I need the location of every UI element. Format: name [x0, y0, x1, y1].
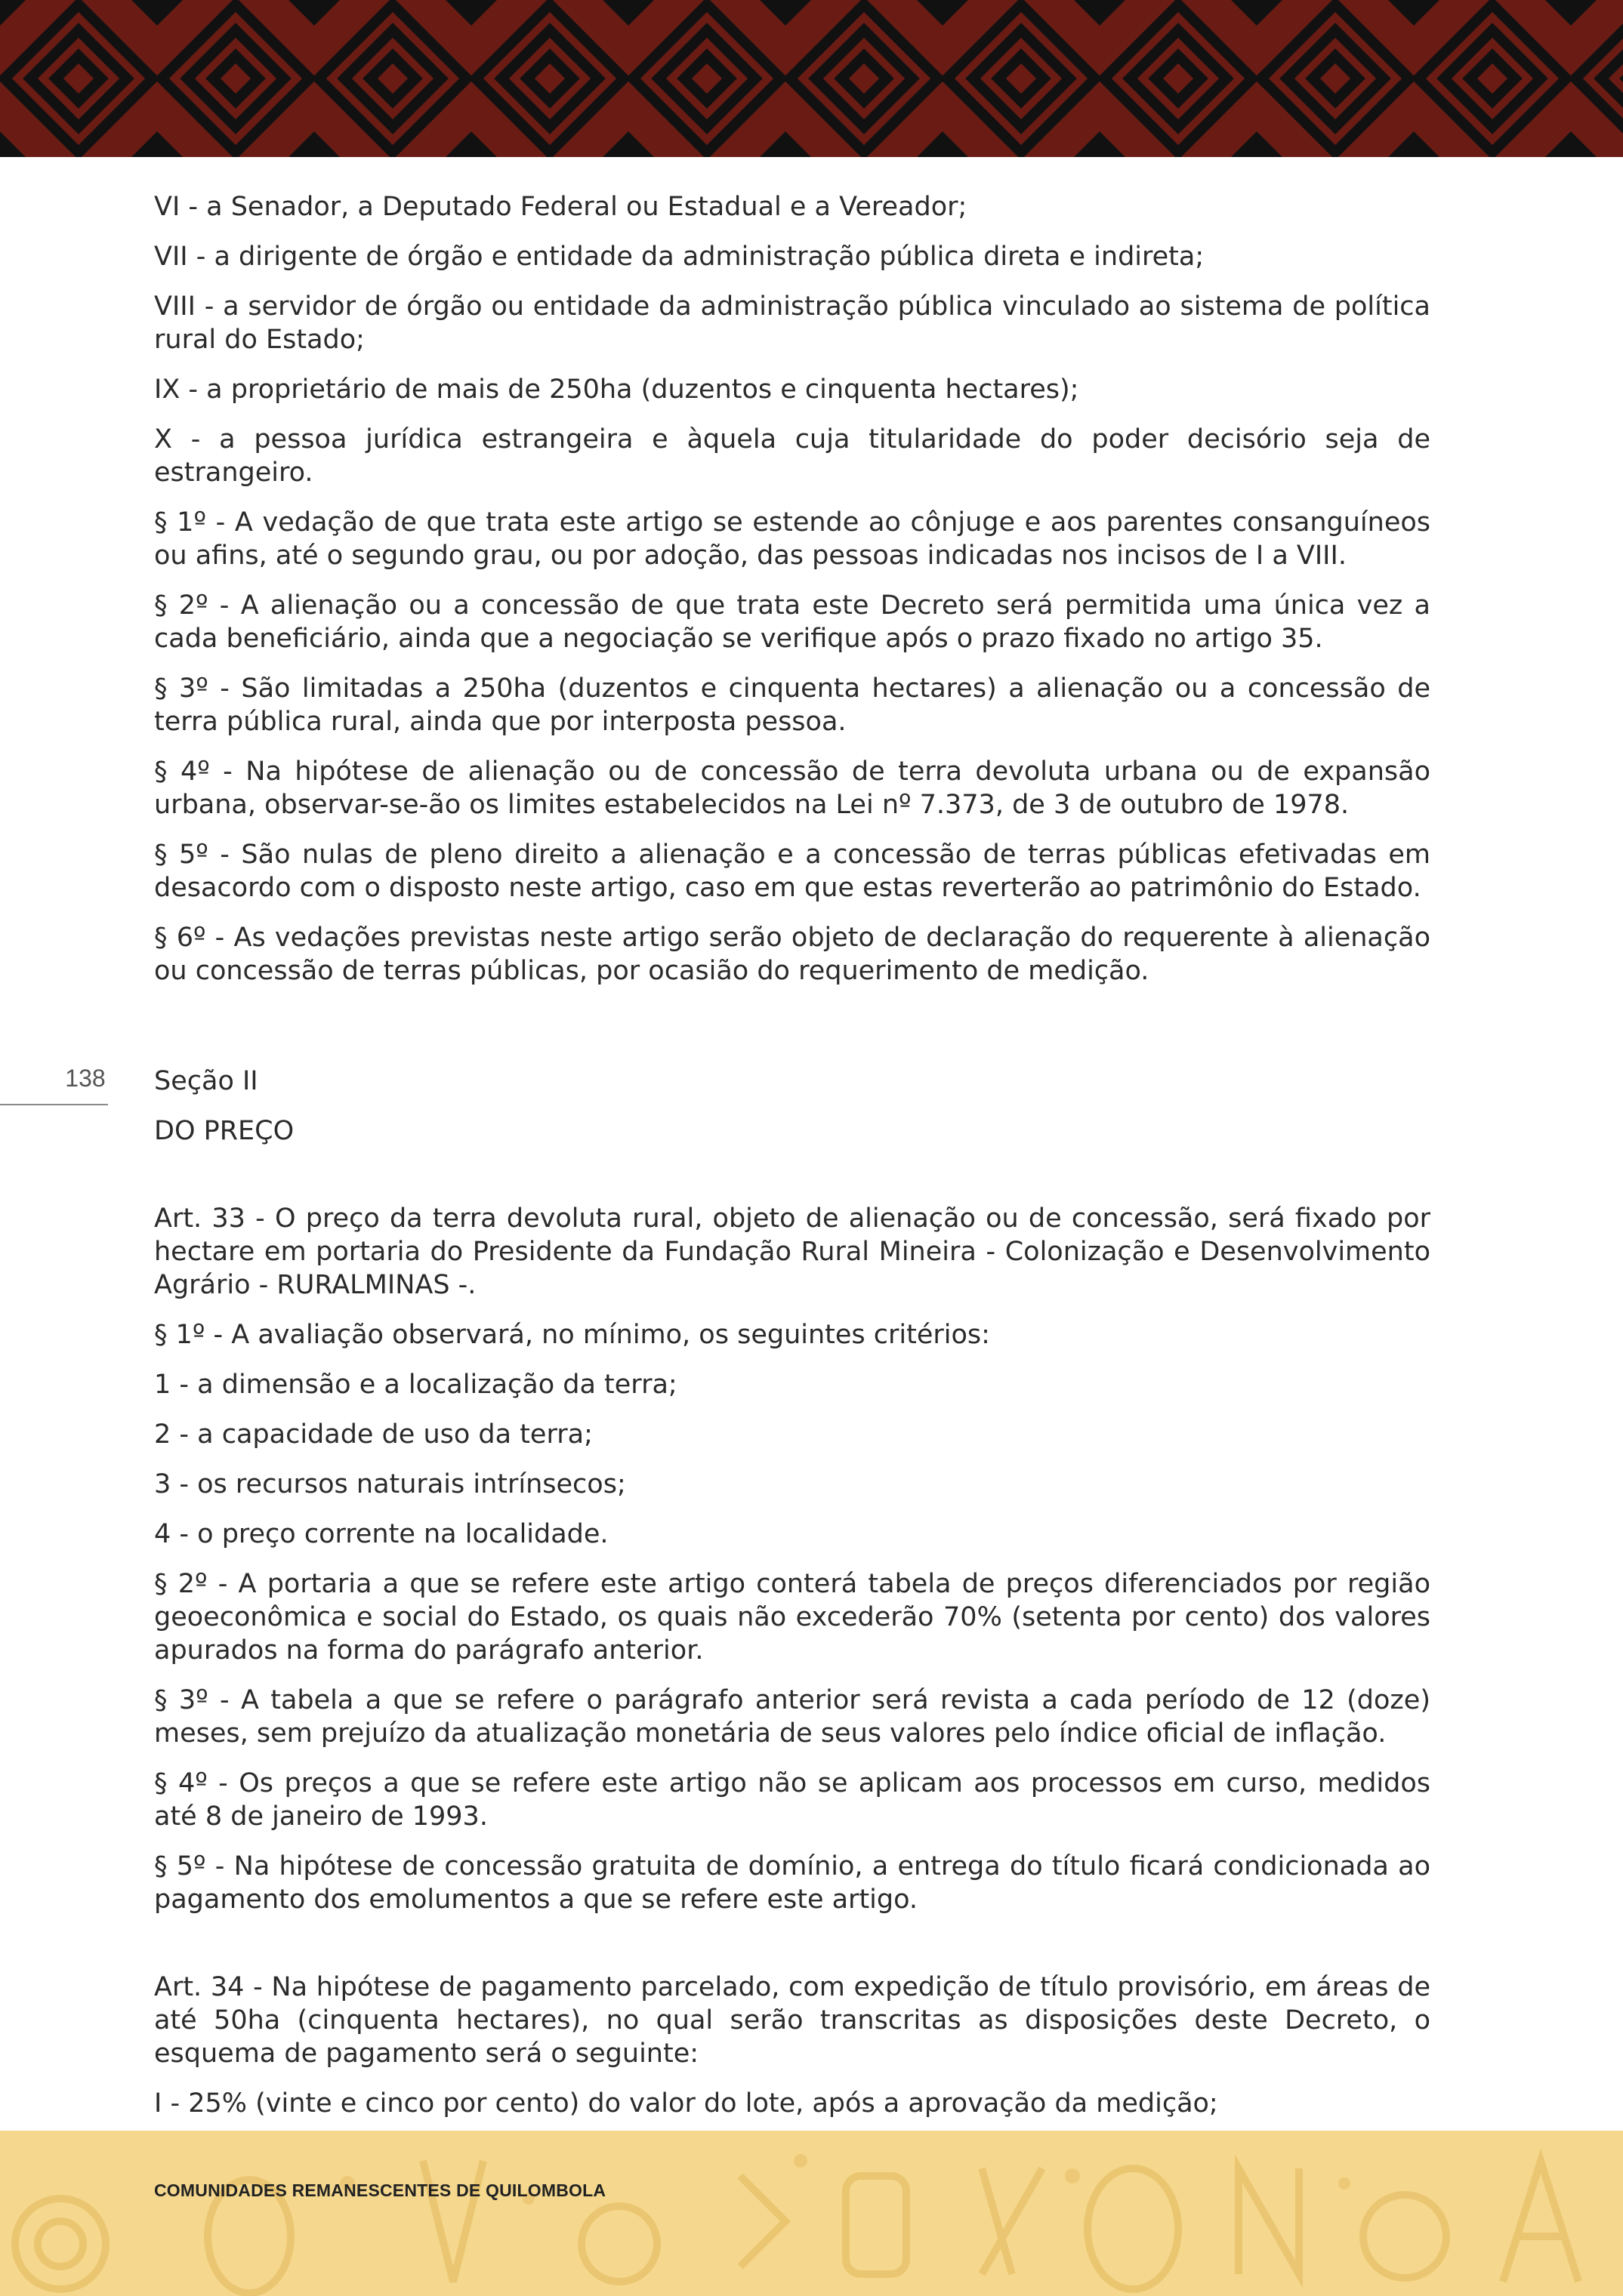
decorative-footer-band: [0, 2131, 1623, 2296]
paragraph-group-art33: [154, 1202, 1430, 1916]
paragraph: X - a pessoa jurídica estrangeira e àquela cuja titularidade do poder decisório seja de estrangeiro.: [154, 424, 1430, 488]
paragraph: 4 - o preço corrente na localidade.: [154, 1519, 609, 1549]
decorative-header-band: [0, 0, 1623, 157]
paragraph: § 3º - São limitadas a 250ha (duzentos e cinquenta hectares) a alienação ou a concessão de terra pública rural, ainda que por interposta pessoa.: [154, 673, 1430, 737]
paragraph: VI - a Senador, a Deputado Federal ou Estadual e a Vereador;: [154, 192, 967, 222]
paragraph: § 6º - As vedações previstas neste artigo serão objeto de declaração do requerente à alienação ou concessão de terras públicas, por ocasião do requerimento de medição.: [154, 923, 1430, 986]
paragraph: § 1º - A vedação de que trata este artigo se estende ao cônjuge e aos parentes consanguíneos ou afins, até o segundo grau, ou por adoção, das pessoas indicadas nos incisos de I a VIII.: [154, 507, 1430, 571]
paragraph: Art. 33 - O preço da terra devoluta rural, objeto de alienação ou de concessão, será fixado por hectare em portaria do Presidente da Fundação Rural Mineira - Colonização e Desenvolvimento Agrário - RURALMINAS -.: [154, 1203, 1430, 1300]
spacer: [154, 1933, 1430, 1971]
section-label: Seção II: [154, 1066, 258, 1096]
footer-publication-title: COMUNIDADES REMANESCENTES DE QUILOMBOLA: [154, 2180, 606, 2200]
footer-ornament-graphic: [0, 2131, 1623, 2296]
paragraph: § 1º - A avaliação observará, no mínimo, os seguintes critérios:: [154, 1320, 990, 1350]
paragraph-group-vedacoes: [154, 190, 1430, 988]
paragraph: § 3º - A tabela a que se refere o parágrafo anterior será revista a cada período de 12 (doze) meses, sem prejuízo da atualização monetária de seus valores pelo índice oficial de inflação.: [154, 1685, 1430, 1749]
paragraph: § 4º - Os preços a que se refere este artigo não se aplicam aos processos em curso, medidos até 8 de janeiro de 1993.: [154, 1768, 1430, 1832]
paragraph: § 2º - A alienação ou a concessão de que trata este Decreto será permitida uma única vez a cada beneficiário, ainda que a negociação se verifique após o prazo fixado no artigo 35.: [154, 590, 1430, 654]
page-number-divider: [0, 1104, 108, 1105]
paragraph: § 4º - Na hipótese de alienação ou de concessão de terra devoluta urbana ou de expansão urbana, observar-se-ão os limites estabelecidos na Lei nº 7.373, de 3 de outubro de 1978.: [154, 757, 1430, 820]
paragraph: 1 - a dimensão e a localização da terra;: [154, 1370, 677, 1400]
document-body: [154, 190, 1430, 2137]
paragraph: IX - a proprietário de mais de 250ha (duzentos e cinquenta hectares);: [154, 374, 1079, 405]
page-number: 138: [65, 1065, 106, 1092]
paragraph: 2 - a capacidade de uso da terra;: [154, 1419, 593, 1450]
section-title: DO PREÇO: [154, 1116, 295, 1146]
paragraph: § 2º - A portaria a que se refere este artigo conterá tabela de preços diferenciados por região geoeconômica e social do Estado, os quais não excederão 70% (setenta por cento) dos valores apurados na forma do parágrafo anterior.: [154, 1569, 1430, 1666]
paragraph: VIII - a servidor de órgão ou entidade da administração pública vinculado ao sistema de política rural do Estado;: [154, 291, 1430, 355]
paragraph: I - 25% (vinte e cinco por cento) do valor do lote, após a aprovação da medição;: [154, 2088, 1218, 2119]
paragraph: 3 - os recursos naturais intrínsecos;: [154, 1469, 626, 1499]
paragraph: VII - a dirigente de órgão e entidade da administração pública direta e indireta;: [154, 242, 1205, 272]
spacer: [154, 1164, 1430, 1202]
paragraph: Art. 34 - Na hipótese de pagamento parcelado, com expedição de título provisório, em áreas de até 50ha (cinquenta hectares), no qual serão transcritas as disposições deste Decreto, o esquema de pagamento será o seguinte:: [154, 1972, 1430, 2069]
paragraph: § 5º - São nulas de pleno direito a alienação e a concessão de terras públicas efetivadas em desacordo com o disposto neste artigo, caso em que estas reverterão ao patrimônio do Estado.: [154, 840, 1430, 903]
geometric-pattern-graphic: [0, 0, 1623, 157]
paragraph: § 5º - Na hipótese de concessão gratuita de domínio, a entrega do título ficará condicionada ao pagamento dos emolumentos a que se refere este artigo.: [154, 1851, 1430, 1915]
spacer: [154, 1004, 1430, 1065]
paragraph-group-art34: [154, 1971, 1430, 2120]
